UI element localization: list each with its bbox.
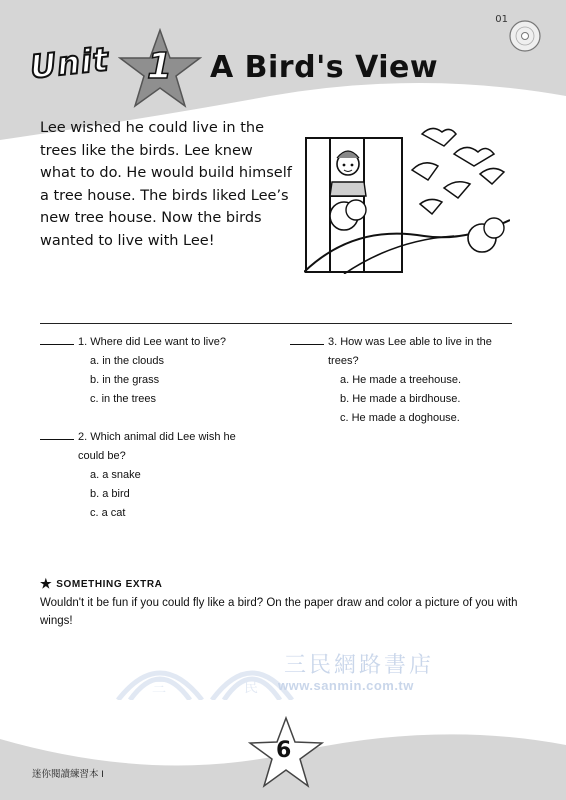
option-c: c. He made a doghouse. xyxy=(340,412,460,424)
section-divider xyxy=(40,323,512,324)
watermark-chinese: 三民網路書店 xyxy=(284,653,435,678)
question-stem: 3. How was Lee able to live in the trees? xyxy=(328,336,492,367)
option-a: a. He made a treehouse. xyxy=(340,374,462,386)
unit-number: 1 xyxy=(147,46,173,87)
option-b: b. a bird xyxy=(90,488,130,500)
question-3 xyxy=(290,333,520,428)
cd-icon xyxy=(508,19,542,53)
question-1 xyxy=(40,333,280,409)
option-a: a. a snake xyxy=(90,469,141,481)
extra-text: Wouldn't it be fun if you could fly like a bird? On the paper draw and color a picture of you with wings! xyxy=(40,597,518,627)
option-c: c. in the trees xyxy=(90,393,157,405)
answer-blank[interactable] xyxy=(40,333,74,345)
story-text: Lee wished he could live in the trees like the birds. Lee knew what to do. He would build himself a tree house. The birds liked Lee’s new tree house. Now the birds wanted to live with Lee! xyxy=(40,120,292,249)
answer-blank[interactable] xyxy=(40,428,74,440)
watermark-url: www.sanmin.com.tw xyxy=(278,678,414,693)
track-number: 01 xyxy=(495,14,508,25)
option-c: c. a cat xyxy=(90,507,126,519)
options-list xyxy=(290,371,520,428)
option-a: a. in the clouds xyxy=(90,355,164,367)
watermark-right-char: 民 xyxy=(244,680,258,696)
page-number: 6 xyxy=(276,738,292,763)
options-list xyxy=(40,352,280,409)
question-2 xyxy=(40,428,280,523)
extra-heading xyxy=(40,576,163,592)
extra-heading-label: SOMETHING EXTRA xyxy=(56,578,163,590)
treehouse-illustration xyxy=(304,124,510,274)
page-title: A Bird's View xyxy=(210,50,439,85)
option-b: b. He made a birdhouse. xyxy=(340,393,461,405)
question-stem: 1. Where did Lee want to live? xyxy=(78,336,226,348)
options-list xyxy=(40,466,280,523)
unit-label: Unit xyxy=(28,39,111,87)
question-stem: 2. Which animal did Lee wish he could be? xyxy=(78,431,236,462)
star-icon: ★ xyxy=(40,576,53,591)
answer-blank[interactable] xyxy=(290,333,324,345)
watermark-left-char: 三 xyxy=(152,680,166,696)
book-label: 迷你閱讀練習本 I xyxy=(32,769,104,780)
option-b: b. in the grass xyxy=(90,374,160,386)
